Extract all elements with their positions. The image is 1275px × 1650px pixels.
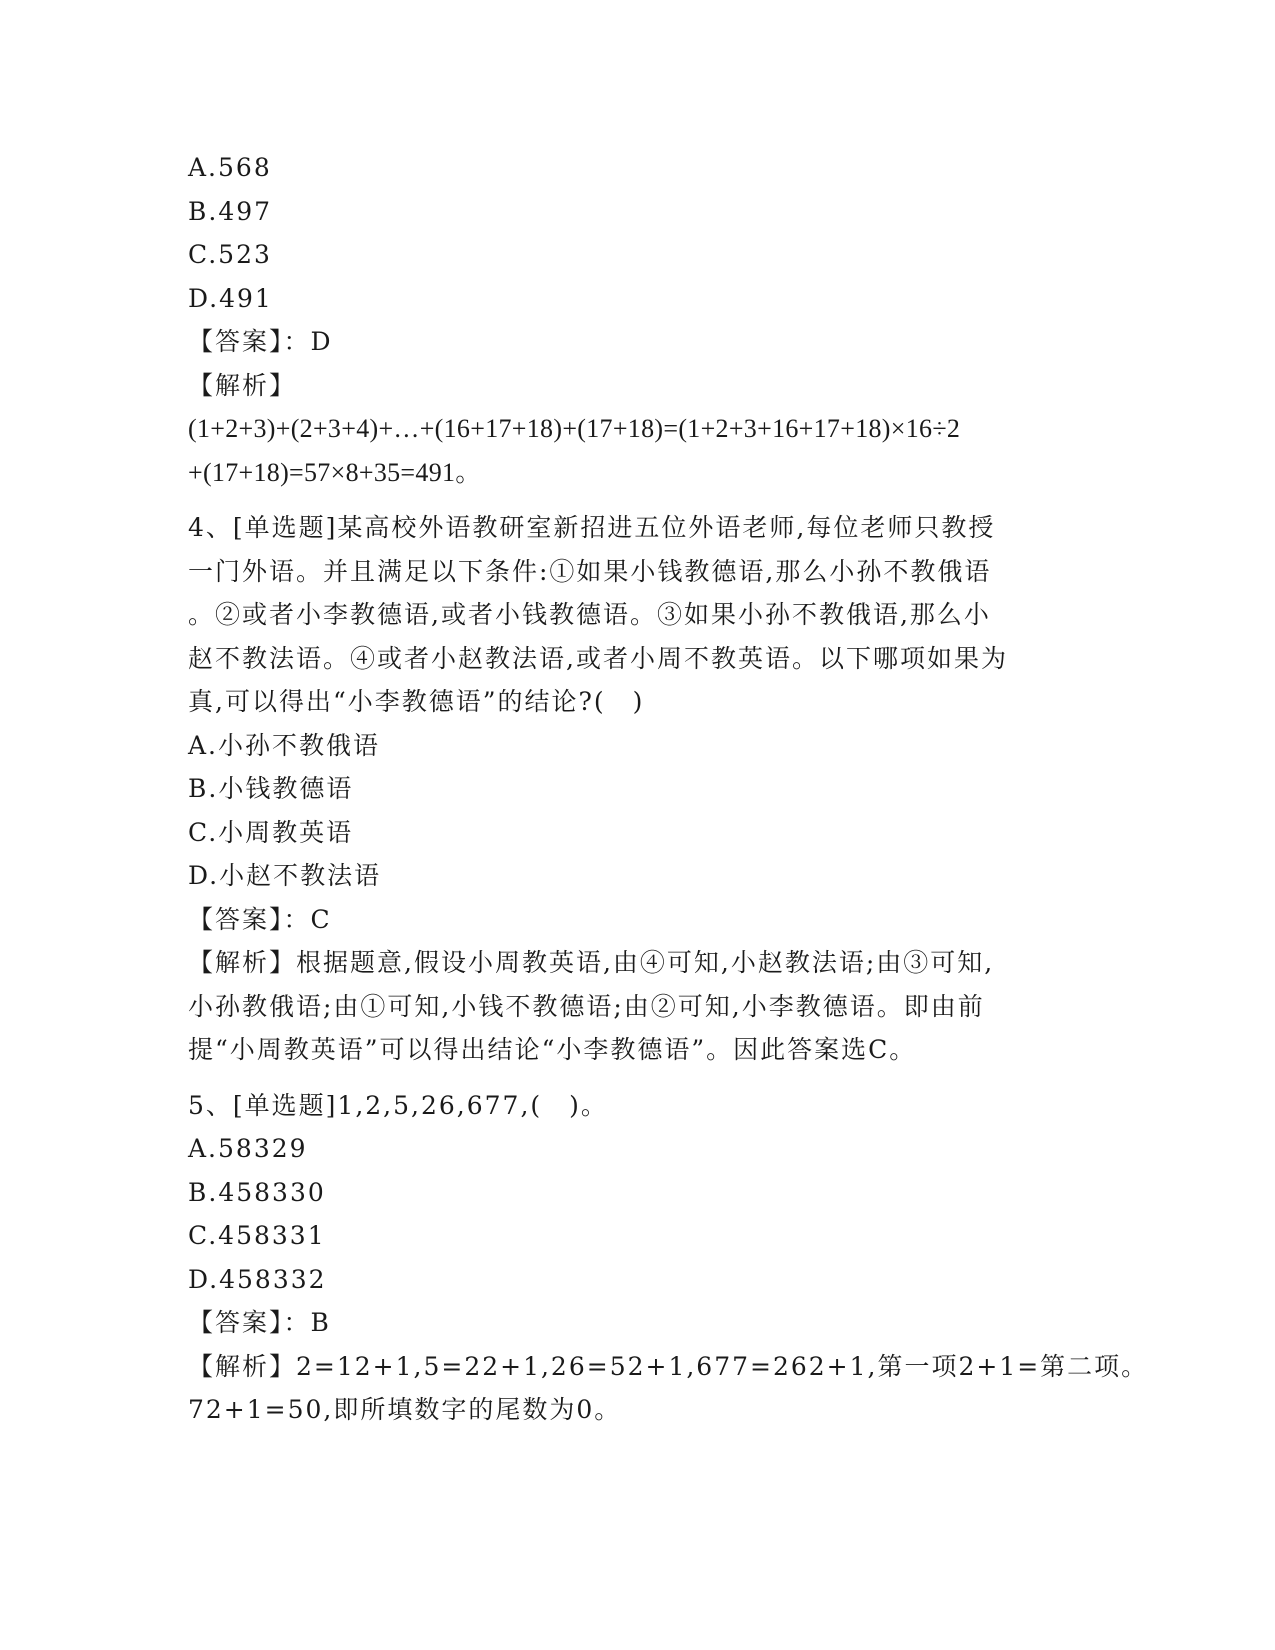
option-a: A.568 — [188, 153, 272, 182]
document-content — [188, 146, 1149, 1432]
option-b: B.497 — [188, 196, 273, 226]
option-b: B.458330 — [188, 1177, 326, 1207]
option-c: C.小周教英语 — [188, 817, 354, 847]
question-stem-line: 4、[单选题]某高校外语教研室新招进五位外语老师,每位老师只教授 — [188, 513, 996, 542]
analysis-label: 【解析】 — [188, 370, 297, 400]
question-stem-line: 5、[单选题]1,2,5,26,677,( )。 — [188, 1090, 608, 1120]
option-d: D.小赵不教法语 — [188, 861, 382, 890]
question-stem-line: 一门外语。并且满足以下条件:①如果小钱教德语,那么小孙不教俄语 — [188, 556, 992, 586]
option-c: C.458331 — [188, 1221, 326, 1250]
analysis-formula-line: +(17+18)=57×8+35=491。 — [188, 457, 482, 487]
section-gap — [188, 494, 1088, 506]
answer-line: 【答案】：B — [188, 1308, 331, 1337]
analysis-line: 【解析】根据题意,假设小周教英语,由④可知,小赵教法语;由③可知, — [188, 948, 995, 977]
option-a: A.小孙不教俄语 — [188, 730, 381, 760]
analysis-line: 【解析】2=12+1,5=22+1,26=52+1,677=262+1,第一项2+1=第二项。 — [188, 1351, 1149, 1381]
analysis-formula-line: (1+2+3)+(2+3+4)+…+(16+17+18)+(17+18)=(1+2+3+16+17+18)×16÷2 — [188, 414, 961, 443]
question-stem-line: 赵不教法语。④或者小赵教法语,或者小周不教英语。以下哪项如果为 — [188, 643, 1008, 673]
question-stem-line: 真,可以得出“小李教德语”的结论?( ) — [188, 687, 645, 716]
analysis-line: 提“小周教英语”可以得出结论“小李教德语”。因此答案选C。 — [188, 1035, 917, 1064]
section-gap — [188, 1072, 1088, 1084]
question-stem-line: 。②或者小李教德语,或者小钱教德语。③如果小孙不教俄语,那么小 — [188, 600, 991, 629]
option-a: A.58329 — [188, 1134, 308, 1163]
answer-line: 【答案】：D — [188, 327, 333, 356]
option-b: B.小钱教德语 — [188, 774, 354, 803]
option-d: D.458332 — [188, 1264, 327, 1294]
analysis-line: 小孙教俄语;由①可知,小钱不教德语;由②可知,小李教德语。即由前 — [188, 991, 985, 1021]
analysis-line: 72+1=50,即所填数字的尾数为0。 — [188, 1395, 622, 1424]
answer-line: 【答案】：C — [188, 904, 332, 934]
option-d: D.491 — [188, 283, 273, 313]
option-c: C.523 — [188, 240, 272, 269]
